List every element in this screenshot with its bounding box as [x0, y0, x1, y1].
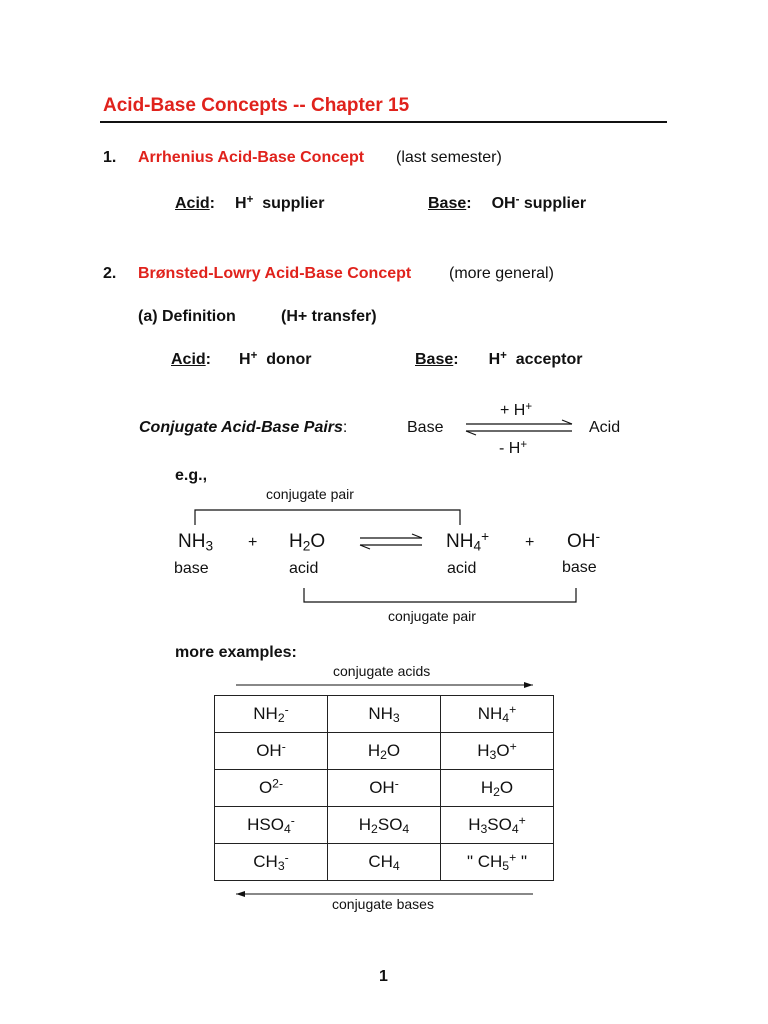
table-cell: $H_2SO_4$ — [328, 807, 441, 844]
table-cell: $NH_3$ — [328, 696, 441, 733]
table-row — [215, 844, 554, 881]
plus-sign-2: + — [525, 534, 535, 551]
table-cell: $CH_3^-$ — [215, 844, 328, 881]
section-2-note: (more general) — [449, 265, 554, 282]
arrhenius-base-definition: Base: OH- supplier — [428, 193, 587, 212]
reactant-nh3: $NH_3$ — [178, 531, 214, 554]
conjugate-pair-top-label: conjugate pair — [266, 486, 354, 502]
table-cell: $H_3SO_4^+$ — [441, 807, 554, 844]
nh3-role: base — [174, 560, 209, 577]
examples-table-body — [215, 696, 554, 881]
subsection-a-note: (H+ transfer) — [281, 308, 377, 325]
subsection-a-heading: (a) Definition — [138, 308, 236, 325]
more-examples-label: more examples: — [175, 644, 297, 661]
eg-label: e.g., — [175, 467, 208, 484]
section-1-note: (last semester) — [396, 149, 502, 166]
section-2-heading: Brønsted-Lowry Acid-Base Concept — [138, 265, 412, 282]
conjugate-pair-bottom-bracket — [304, 588, 576, 602]
page-number: 1 — [379, 968, 388, 985]
table-cell: OH- — [328, 770, 441, 807]
product-oh: OH- — [567, 528, 601, 552]
arrhenius-acid-label: Acid — [175, 195, 210, 212]
bronsted-base-label: Base — [415, 351, 454, 368]
bronsted-acid-label: Acid — [171, 351, 206, 368]
table-row — [215, 770, 554, 807]
scheme-minus-h: - H+ — [499, 438, 528, 457]
table-cell: $H_3O^+$ — [441, 733, 554, 770]
product-nh4: $NH_4^+$ — [446, 528, 490, 554]
conjugate-acids-arrowhead — [524, 682, 533, 688]
nh4-role: acid — [447, 560, 477, 577]
conjugate-bases-arrowhead — [236, 891, 245, 897]
table-cell: " $CH_5^+$ " — [441, 844, 554, 881]
table-cell: $H_2O$ — [441, 770, 554, 807]
table-cell: $NH_2^-$ — [215, 696, 328, 733]
bronsted-base-definition: Base: H+ acceptor — [415, 349, 583, 368]
examples-table — [214, 695, 554, 881]
conjugate-acids-label: conjugate acids — [333, 663, 431, 679]
table-cell: $H_2O$ — [328, 733, 441, 770]
conjugate-pairs-label: Conjugate Acid-Base Pairs: — [139, 419, 348, 436]
section-1-number: 1. — [103, 149, 117, 166]
section-1-heading: Arrhenius Acid-Base Concept — [138, 149, 365, 166]
section-2-number: 2. — [103, 265, 117, 282]
bronsted-acid-definition: Acid: H+ donor — [171, 349, 312, 368]
table-cell: $O^{2-}$ — [215, 770, 328, 807]
scheme-base: Base — [407, 419, 444, 436]
oh-role: base — [562, 559, 597, 576]
arrhenius-base-label: Base — [428, 195, 467, 212]
conjugate-pair-top-bracket — [195, 510, 460, 525]
table-cell: $HSO_4^-$ — [215, 807, 328, 844]
scheme-acid: Acid — [589, 419, 621, 436]
table-cell: $NH_4^+$ — [441, 696, 554, 733]
plus-sign-1: + — [248, 534, 258, 551]
table-row — [215, 807, 554, 844]
table-row — [215, 696, 554, 733]
conjugate-pair-bottom-label: conjugate pair — [388, 608, 476, 624]
reactant-h2o: $H_2O$ — [289, 531, 326, 554]
table-row — [215, 733, 554, 770]
arrhenius-acid-definition: Acid: H+ supplier — [175, 193, 325, 212]
table-cell: $CH_4$ — [328, 844, 441, 881]
table-cell: OH- — [215, 733, 328, 770]
page-title: Acid-Base Concepts -- Chapter 15 — [103, 95, 410, 116]
conjugate-bases-label: conjugate bases — [332, 896, 434, 912]
scheme-plus-h: + H+ — [500, 400, 533, 419]
h2o-role: acid — [289, 560, 319, 577]
